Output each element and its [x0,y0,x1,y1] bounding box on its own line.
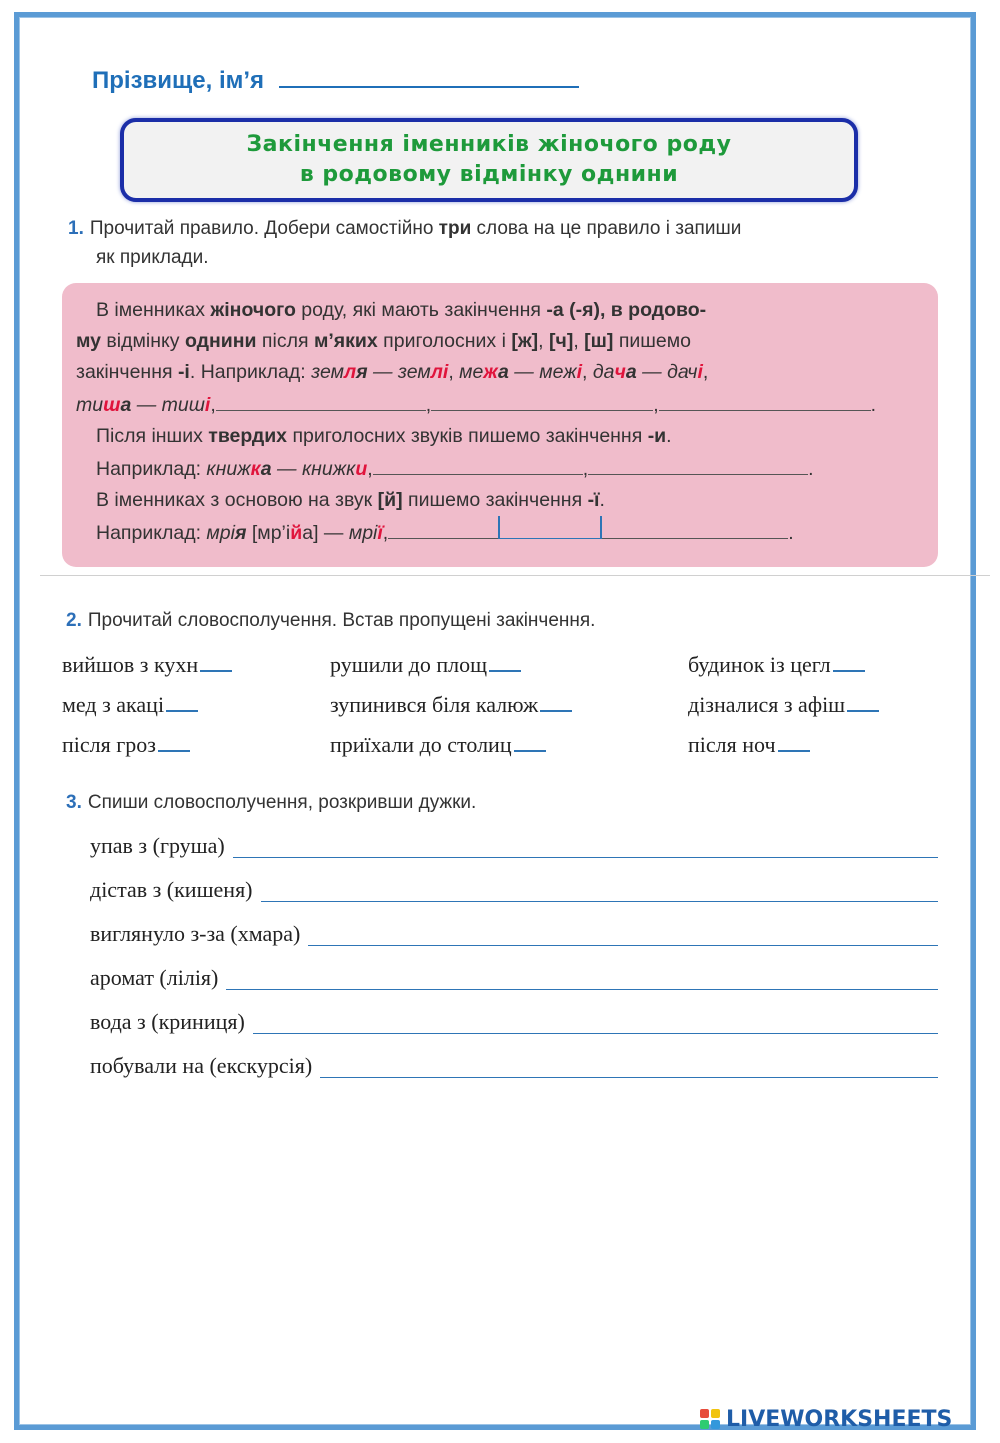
student-name-line [92,62,579,95]
liveworksheets-logo[interactable] [700,1407,952,1432]
ex-part: зем [311,361,344,383]
rule-line6: Наприклад: книжка — книжки, , . [76,452,922,485]
rule-line7 [76,485,922,516]
copy-item [90,824,938,868]
task3-instruction [66,788,476,817]
rule-text: . [666,425,672,447]
ex-part: ме [459,361,484,383]
ending-input[interactable] [847,692,879,712]
ex-letter: ж [483,361,498,383]
phrase-text: дізналися з афіш [688,692,846,717]
rule-bold: му [76,330,102,352]
copy-answer-input[interactable] [261,879,938,902]
liveworksheets-icon [700,1409,722,1431]
rule-text: Наприклад: [96,458,207,480]
rule-text: пишемо закінчення [402,489,588,511]
copy-prompt: аромат (лілія) [90,965,219,990]
name-input[interactable] [279,62,579,88]
phrase-item [688,652,865,678]
ex-letter: к [250,458,261,480]
ex-part: мрі [348,522,378,544]
example-dacha [593,361,703,383]
topic-title-box [120,118,858,202]
example-zemlia [311,361,448,383]
ex-ending: а [625,361,637,383]
task1-text: Прочитай правило. Добери самостійно [89,218,439,239]
task2-phrases [62,645,962,765]
ex-ending: а [260,458,272,480]
ending-input[interactable] [514,732,546,752]
answer-field[interactable] [216,388,426,411]
rule-line5 [76,421,922,452]
rule-text: приголосних і [377,330,512,352]
ex-ending: и [355,458,368,480]
ex-letter: л [343,361,357,383]
copy-answer-input[interactable] [233,835,938,858]
rule-bold: -і [177,361,190,383]
ex-letter: ч [614,361,626,383]
task1-line2: як приклади. [96,247,209,268]
phrase-row [62,725,962,765]
rule-bold: -и [647,425,667,447]
phrase-text: після гроз [62,732,156,757]
topic-title-line1: Закінчення іменників жіночого роду [246,132,732,157]
rule-bold: твердих [208,425,288,447]
rule-text: . Наприклад: [189,361,312,383]
copy-answer-input[interactable] [253,1011,938,1034]
example-mriia [206,522,246,544]
topic-title-line2: в родовому відмінку однини [299,162,679,187]
phrase-item [62,652,330,678]
phrase-item [688,732,810,758]
ex-part: — тиш [131,394,205,416]
ex-ending: і [576,361,583,383]
answer-field[interactable] [588,452,808,475]
task2-text: Прочитай словосполучення. Встав пропущені закінчення. [87,610,596,631]
answer-field[interactable] [659,388,871,411]
rule-text: , [538,330,550,352]
rule-bold: [ж] [511,330,539,352]
phrase-text: зупинився біля калюж [330,692,539,717]
rule-bold: однини [184,330,257,352]
copy-item [90,1044,938,1088]
ending-input[interactable] [489,652,521,672]
copy-item [90,1000,938,1044]
rule-bold: [й] [377,489,403,511]
copy-prompt: виглянуло з-за (хмара) [90,921,301,946]
rule-text: роду, які мають закінчення [295,299,547,321]
copy-answer-input[interactable] [308,923,938,946]
answer-field[interactable] [431,388,653,411]
ending-input[interactable] [833,652,865,672]
copy-prompt: побували на (екскурсія) [90,1053,313,1078]
phrase-text: мед з акаці [62,692,165,717]
rule-line3: закінчення -і. Наприклад: земля — землі, межа — межі, дача — дачі, [76,361,709,383]
rule-text: В іменниках з основою на звук [96,489,378,511]
ex-ending: а [120,394,132,416]
copy-prompt: упав з (груша) [90,833,225,858]
task3-list [90,824,938,1088]
answer-field[interactable] [388,516,498,539]
rule-text: приголосних звуків пишемо закінчення [287,425,648,447]
task1-number: 1. [68,218,84,239]
grammar-rule-box [62,283,938,567]
ex-letter: ш [103,394,121,416]
ex-letter: й [290,522,303,544]
task2-number: 2. [66,610,82,631]
rule-text: закінчення [76,361,178,383]
copy-item [90,868,938,912]
rule-text: пишемо [613,330,692,352]
rule-bold: жіночого [210,299,296,321]
copy-prompt: вода з (криниця) [90,1009,245,1034]
rule-line2 [76,326,922,357]
rule-bold: [ш] [584,330,614,352]
rule-bold: [ч] [549,330,574,352]
task2-instruction [66,606,595,635]
phrase-item [330,692,688,718]
rule-text: Наприклад: [96,522,207,544]
phrase-item [330,652,688,678]
rule-text: , [573,330,585,352]
logo-text: LIVEWORKSHEETS [726,1407,953,1432]
rule-bold: -ї [587,489,600,511]
ex-part: — книжк [271,458,356,480]
phrase-item [62,692,330,718]
copy-item [90,912,938,956]
ex-ending: лі [430,361,449,383]
rule-text: після [256,330,314,352]
example-knyzhka [206,458,367,480]
task1-bold: три [438,218,472,239]
phrase-row [62,645,962,685]
ending-input[interactable] [158,732,190,752]
ex-part: [мр’і [246,522,291,544]
rule-text: відмінку [101,330,185,352]
ex-part: а] — [302,522,349,544]
ending-input[interactable] [778,732,810,752]
task3-number: 3. [66,792,82,813]
rule-line4: тиша — тиші, , , . [76,388,922,421]
ex-part: да [592,361,615,383]
ex-ending: а [498,361,509,383]
ending-input[interactable] [540,692,572,712]
name-label: Прізвище, ім’я [92,67,265,94]
copy-prompt: дістав з (кишеня) [90,877,253,902]
answer-field[interactable] [602,516,788,539]
phrase-text: будинок із цегл [688,652,831,677]
ex-part: — меж [508,361,577,383]
ex-ending: я [356,361,368,383]
rule-line1 [76,295,922,326]
ex-part: мрі [206,522,235,544]
phrase-text: приїхали до столиц [330,732,512,757]
ex-part: — зем [367,361,431,383]
rule-text: В іменниках [96,299,211,321]
ex-ending: і [204,394,211,416]
copy-answer-input[interactable] [320,1055,938,1078]
phrase-text: вийшов з кухн [62,652,199,677]
rule-bold: -а (-я), в родово- [546,299,707,321]
transcription-field[interactable] [498,516,602,539]
task1-text2: слова на це правило і запиши [471,218,742,239]
rule-line8: Наприклад: мрія [мр’ійа] — мрії, . [76,516,922,549]
example-tysha [76,394,210,416]
ex-ending: і [697,361,703,383]
ex-ending: я [234,522,247,544]
copy-item [90,956,938,1000]
ex-ending: ї [377,522,383,544]
answer-field[interactable] [373,452,583,475]
phrase-item [62,732,330,758]
rule-text: . [599,489,605,511]
example-mezha [459,361,582,383]
ending-input[interactable] [200,652,232,672]
ex-part: — дач [636,361,698,383]
ex-part: книж [206,458,251,480]
rule-text: Після інших [96,425,209,447]
phrase-item [688,692,879,718]
ending-input[interactable] [166,692,198,712]
ex-part: ти [76,394,104,416]
task1-instruction [68,214,948,272]
phrase-text: після ноч [688,732,776,757]
phrase-item [330,732,688,758]
task3-text: Спиши словосполучення, розкривши дужки. [87,792,477,813]
copy-answer-input[interactable] [226,967,938,990]
phrase-row [62,685,962,725]
phrase-text: рушили до площ [330,652,488,677]
rule-bold: м’яких [313,330,378,352]
section-divider [40,575,990,576]
